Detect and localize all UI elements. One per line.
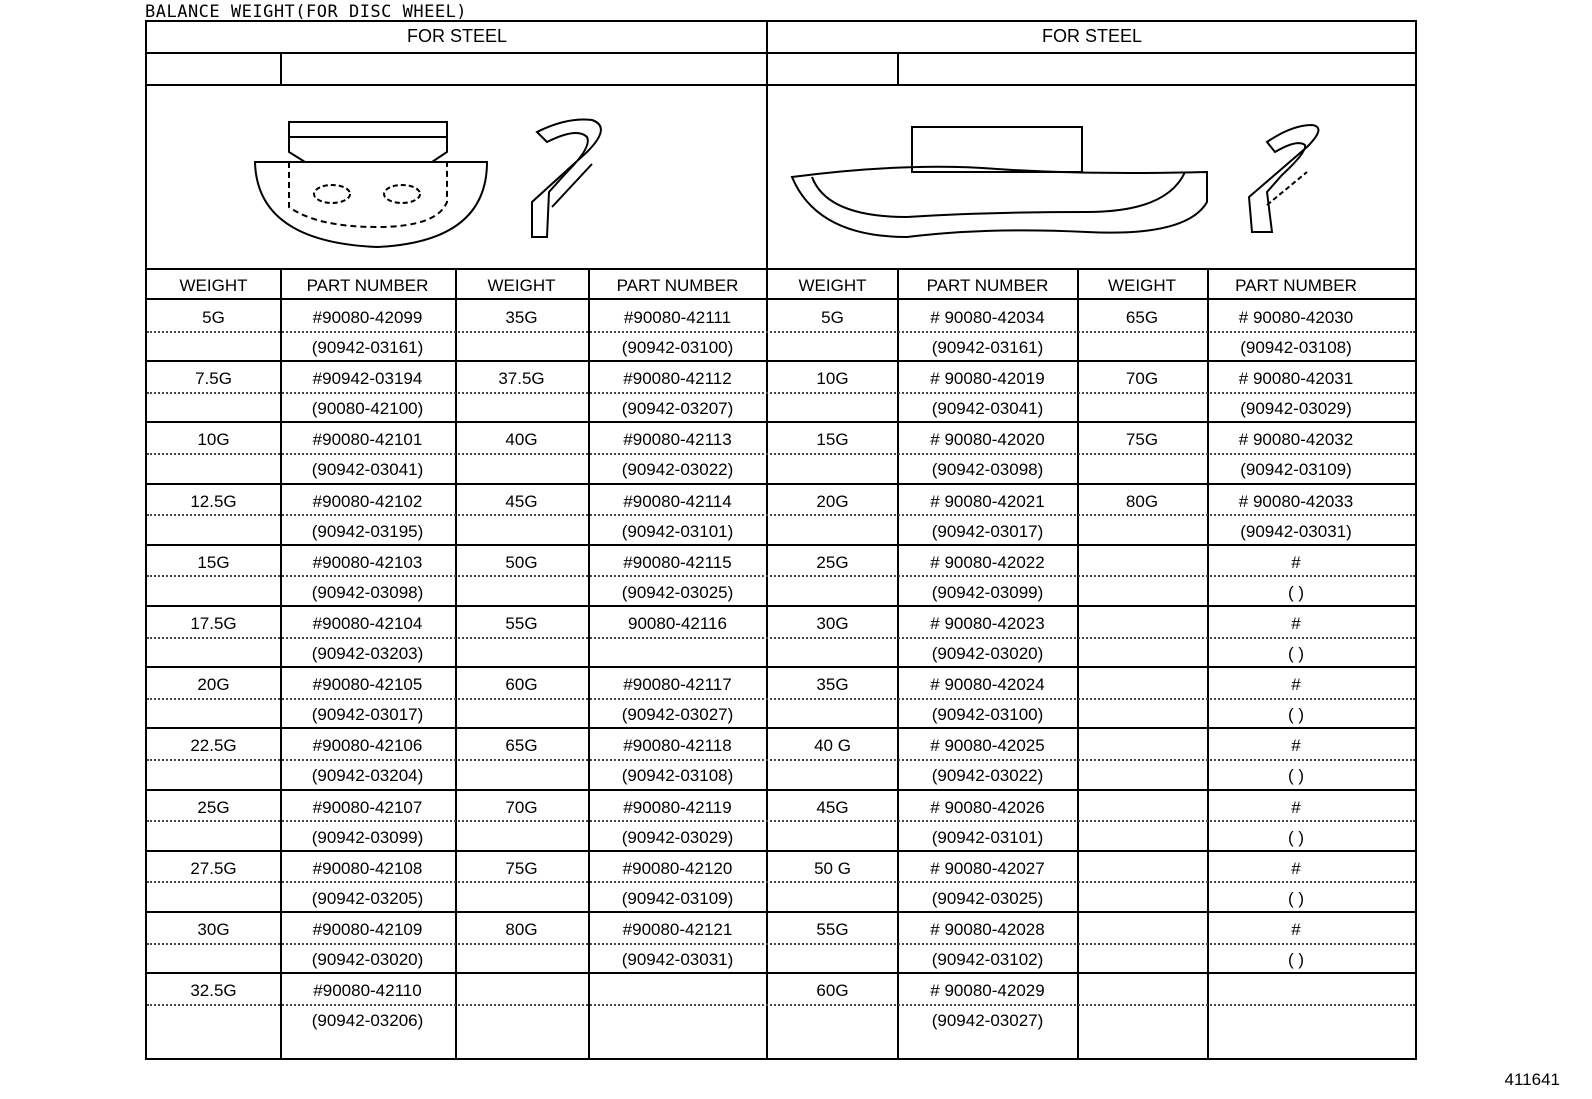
part-number-cell: #90080-42118: [623, 736, 732, 756]
row-dotted-line: [147, 392, 1415, 394]
page-title: BALANCE WEIGHT(FOR DISC WHEEL): [145, 2, 468, 22]
part-number-cell: # 90080-42028: [930, 920, 1045, 939]
part-number-cell: #90080-42113: [623, 430, 732, 450]
superseded-part-cell: (90942-03098): [311, 582, 424, 602]
superseded-part-cell: (90942-03108): [1240, 338, 1352, 357]
col-header-weight-1: WEIGHT: [179, 276, 248, 295]
weight-cell: 75G: [1125, 430, 1159, 450]
row-dotted-line: [147, 331, 1415, 333]
grid-line: [147, 84, 1415, 86]
superseded-part-cell: (90942-03099): [311, 827, 424, 847]
grid-line: [588, 268, 590, 1058]
superseded-part-cell: (90942-03022): [931, 766, 1044, 786]
superseded-part-cell: (90942-03161): [311, 338, 424, 357]
row-separator: [147, 360, 1415, 362]
weight-cell: 60G: [505, 675, 538, 695]
part-number-cell: #90080-42099: [312, 308, 423, 327]
weight-cell: 10G: [197, 430, 230, 450]
part-number-cell: #90080-42121: [622, 920, 733, 939]
row-dotted-line: [147, 881, 1415, 883]
part-number-cell: #90942-03194: [312, 369, 423, 389]
part-number-cell: #90080-42109: [312, 920, 423, 939]
weight-cell: 50 G: [814, 858, 851, 878]
weight-cell: 30G: [197, 920, 230, 939]
row-separator: [147, 666, 1415, 668]
superseded-part-cell: (90942-03027): [621, 705, 734, 725]
superseded-part-cell: ( ): [1287, 888, 1305, 908]
weight-cell: 50G: [505, 552, 538, 572]
row-separator: [147, 421, 1415, 423]
row-dotted-line: [147, 820, 1415, 822]
weight-cell: 10G: [816, 369, 849, 389]
clip-weight-illustration-left: [247, 112, 647, 262]
superseded-part-cell: ( ): [1287, 950, 1305, 969]
weight-cell: 22.5G: [190, 736, 237, 756]
balance-weight-table: [145, 20, 1417, 1060]
grid-line: [897, 268, 899, 1058]
superseded-part-cell: ( ): [1287, 827, 1305, 847]
superseded-part-cell: (90942-03041): [931, 399, 1044, 419]
weight-cell: 5G: [202, 308, 225, 327]
weight-cell: 40 G: [814, 736, 851, 756]
superseded-part-cell: (90942-03020): [931, 644, 1044, 663]
superseded-part-cell: (90942-03041): [311, 460, 424, 480]
col-header-part-number-4: PART NUMBER: [1235, 276, 1357, 295]
superseded-part-cell: ( ): [1287, 644, 1305, 663]
weight-cell: 15G: [197, 552, 230, 572]
superseded-part-cell: (90942-03161): [931, 338, 1044, 357]
weight-cell: 40G: [505, 430, 538, 450]
part-number-cell: #: [1291, 797, 1301, 817]
part-number-cell: #90080-42111: [623, 308, 732, 327]
weight-cell: 55G: [816, 920, 849, 939]
weight-cell: 20G: [816, 491, 849, 511]
weight-cell: 5G: [821, 308, 844, 327]
weight-cell: 75G: [505, 858, 538, 878]
col-header-weight-3: WEIGHT: [798, 276, 867, 295]
superseded-part-cell: (90942-03025): [621, 582, 734, 602]
superseded-part-cell: (90942-03108): [621, 766, 734, 786]
col-header-part-number-1: PART NUMBER: [306, 276, 429, 295]
part-number-cell: # 90080-42020: [930, 430, 1045, 450]
superseded-part-cell: (90942-03100): [931, 705, 1044, 725]
weight-cell: 17.5G: [190, 614, 237, 633]
weight-cell: 27.5G: [190, 858, 237, 878]
weight-cell: 65G: [1125, 308, 1159, 327]
superseded-part-cell: (90942-03031): [1240, 521, 1352, 541]
part-number-cell: #90080-42101: [312, 430, 423, 450]
weight-cell: 65G: [505, 736, 538, 756]
part-number-cell: #90080-42117: [623, 675, 732, 695]
part-number-cell: # 90080-42025: [930, 736, 1045, 756]
part-number-cell: # 90080-42034: [930, 308, 1045, 327]
part-number-cell: #90080-42107: [312, 797, 423, 817]
grid-line: [455, 268, 457, 1058]
part-number-cell: #90080-42110: [313, 981, 422, 1001]
part-number-cell: 90080-42116: [628, 614, 727, 633]
part-number-cell: # 90080-42033: [1238, 491, 1354, 511]
part-number-cell: #: [1291, 920, 1301, 939]
superseded-part-cell: (90942-03102): [931, 950, 1044, 969]
superseded-part-cell: (90942-03100): [621, 338, 734, 357]
weight-cell: 7.5G: [195, 369, 232, 389]
weight-cell: 20G: [197, 675, 230, 695]
part-number-cell: #: [1291, 614, 1301, 633]
grid-line: [897, 52, 899, 84]
grid-line: [280, 268, 282, 1058]
part-number-cell: # 90080-42023: [930, 614, 1045, 633]
row-separator: [147, 911, 1415, 913]
row-dotted-line: [147, 575, 1415, 577]
superseded-part-cell: (90942-03205): [311, 888, 424, 908]
superseded-part-cell: (90942-03101): [931, 827, 1044, 847]
grid-line: [1077, 268, 1079, 1058]
grid-line: [147, 268, 1415, 270]
superseded-part-cell: (90942-03022): [621, 460, 734, 480]
row-dotted-line: [147, 759, 1415, 761]
part-number-cell: # 90080-42032: [1238, 430, 1354, 450]
part-number-cell: #: [1291, 675, 1301, 695]
part-number-cell: #90080-42104: [312, 614, 423, 633]
row-separator: [147, 850, 1415, 852]
part-number-cell: #90080-42102: [312, 491, 423, 511]
part-number-cell: #90080-42106: [312, 736, 423, 756]
superseded-part-cell: (90942-03029): [621, 827, 734, 847]
grid-line: [147, 298, 1415, 300]
superseded-part-cell: (90942-03025): [931, 888, 1044, 908]
superseded-part-cell: ( ): [1287, 705, 1305, 725]
superseded-part-cell: (90942-03203): [311, 644, 424, 663]
row-separator: [147, 727, 1415, 729]
row-dotted-line: [147, 453, 1415, 455]
superseded-part-cell: (90942-03017): [311, 705, 424, 725]
part-number-cell: # 90080-42027: [930, 858, 1045, 878]
superseded-part-cell: (90942-03031): [621, 950, 734, 969]
part-number-cell: #90080-42112: [623, 369, 732, 389]
grid-line: [766, 22, 768, 1058]
superseded-part-cell: (90942-03109): [1240, 460, 1352, 480]
superseded-part-cell: (90942-03029): [1240, 399, 1352, 419]
weight-cell: 70G: [505, 797, 538, 817]
grid-line: [280, 52, 282, 84]
col-header-part-number-3: PART NUMBER: [926, 276, 1049, 295]
row-dotted-line: [147, 514, 1415, 516]
superseded-part-cell: (90942-03109): [621, 888, 734, 908]
part-number-cell: #: [1291, 858, 1301, 878]
col-header-weight-2: WEIGHT: [487, 276, 556, 295]
weight-cell: 70G: [1125, 369, 1159, 389]
part-number-cell: # 90080-42022: [930, 552, 1045, 572]
superseded-part-cell: (90942-03207): [621, 399, 734, 419]
superseded-part-cell: (90942-03204): [311, 766, 424, 786]
col-header-weight-4: WEIGHT: [1108, 276, 1176, 295]
part-number-cell: # 90080-42024: [930, 675, 1045, 695]
grid-line: [147, 52, 1415, 54]
weight-cell: 12.5G: [190, 491, 237, 511]
weight-cell: 35G: [505, 308, 538, 327]
weight-cell: 80G: [505, 920, 538, 939]
row-separator: [147, 605, 1415, 607]
col-header-part-number-2: PART NUMBER: [616, 276, 739, 295]
weight-cell: 35G: [816, 675, 849, 695]
weight-cell: 60G: [816, 981, 849, 1001]
weight-cell: 30G: [816, 614, 849, 633]
superseded-part-cell: (90942-03099): [931, 582, 1044, 602]
row-dotted-line: [147, 1004, 1415, 1006]
part-number-cell: #90080-42115: [623, 552, 732, 572]
weight-cell: 80G: [1125, 491, 1159, 511]
superseded-part-cell: (90080-42100): [311, 399, 424, 419]
weight-cell: 32.5G: [190, 981, 237, 1001]
part-number-cell: #90080-42103: [312, 552, 423, 572]
document-id: 411641: [1504, 1070, 1560, 1089]
weight-cell: 37.5G: [498, 369, 545, 389]
row-separator: [147, 544, 1415, 546]
part-number-cell: # 90080-42030: [1238, 308, 1354, 327]
superseded-part-cell: (90942-03206): [311, 1011, 424, 1031]
weight-cell: 45G: [505, 491, 538, 511]
part-number-cell: #: [1291, 552, 1301, 572]
section-header-left: FOR STEEL: [406, 26, 508, 46]
section-header-right: FOR STEEL: [1041, 26, 1143, 46]
part-number-cell: # 90080-42019: [930, 369, 1045, 389]
superseded-part-cell: (90942-03017): [931, 521, 1044, 541]
part-number-cell: #: [1291, 736, 1301, 756]
superseded-part-cell: (90942-03020): [311, 950, 424, 969]
superseded-part-cell: (90942-03027): [931, 1011, 1044, 1031]
row-dotted-line: [147, 943, 1415, 945]
weight-cell: 15G: [816, 430, 849, 450]
part-number-cell: # 90080-42026: [930, 797, 1045, 817]
superseded-part-cell: (90942-03195): [311, 521, 424, 541]
superseded-part-cell: ( ): [1287, 766, 1305, 786]
part-number-cell: #90080-42119: [623, 797, 732, 817]
weight-cell: 55G: [505, 614, 538, 633]
row-separator: [147, 483, 1415, 485]
superseded-part-cell: ( ): [1287, 582, 1305, 602]
row-dotted-line: [147, 637, 1415, 639]
part-number-cell: #90080-42108: [312, 858, 423, 878]
row-dotted-line: [147, 698, 1415, 700]
row-separator: [147, 972, 1415, 974]
part-number-cell: #90080-42105: [312, 675, 423, 695]
superseded-part-cell: (90942-03101): [621, 521, 734, 541]
weight-cell: 45G: [816, 797, 849, 817]
part-number-cell: # 90080-42021: [930, 491, 1045, 511]
grid-line: [1207, 268, 1209, 1058]
part-number-cell: #90080-42120: [622, 858, 733, 878]
part-number-cell: #90080-42114: [623, 491, 732, 511]
weight-cell: 25G: [816, 552, 849, 572]
part-number-cell: # 90080-42029: [930, 981, 1045, 1001]
weight-cell: 25G: [197, 797, 230, 817]
superseded-part-cell: (90942-03098): [931, 460, 1044, 480]
part-number-cell: # 90080-42031: [1238, 369, 1354, 389]
row-separator: [147, 789, 1415, 791]
clip-weight-illustration-right: [787, 117, 1387, 267]
